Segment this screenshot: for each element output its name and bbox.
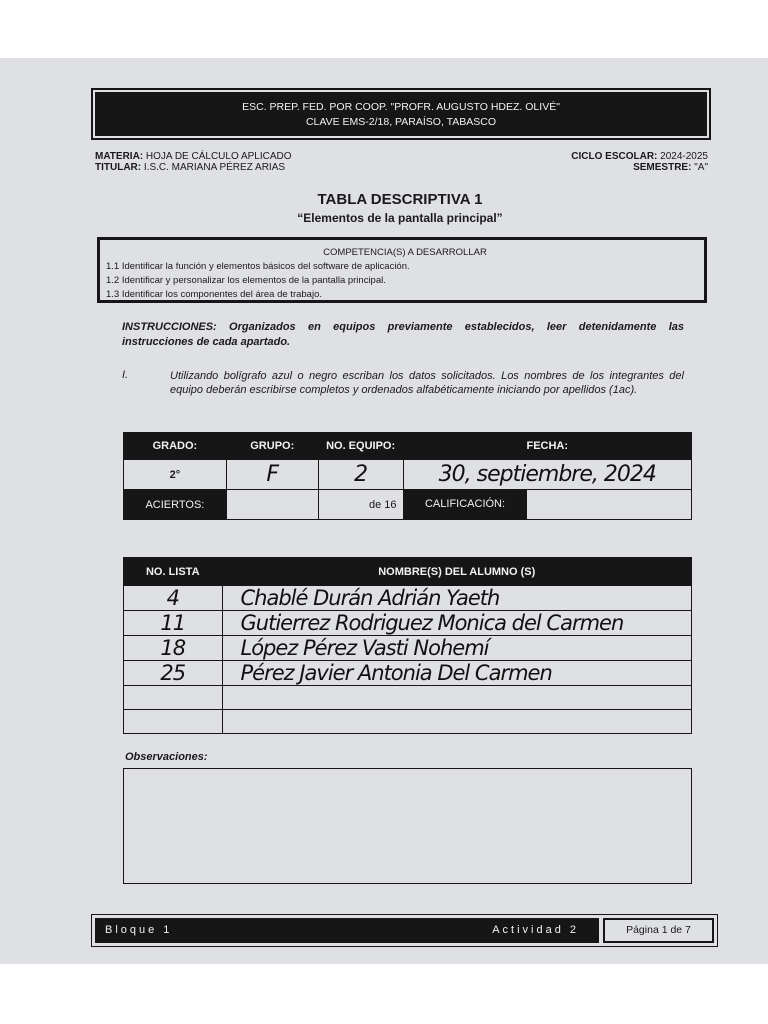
competencia-item: 1.1 Identificar la función y elementos básicos del software de aplicación. (106, 261, 410, 272)
footer-actividad: Actividad 2 (492, 924, 579, 936)
footer-page-number: Página 1 de 7 (603, 918, 714, 943)
list-number[interactable] (124, 710, 223, 734)
ciclo-label: CICLO ESCOLAR: (571, 151, 658, 162)
competencias-title: COMPETENCIA(S) A DESARROLLAR (323, 247, 487, 258)
competencia-item: 1.2 Identificar y personalizar los elementos de la pantalla principal. (106, 275, 386, 286)
footer-bloque: Bloque 1 (105, 924, 173, 936)
student-name[interactable]: López Pérez Vasti Nohemí (240, 636, 489, 660)
titular-value: I.S.C. MARIANA PÉREZ ARIAS (143, 162, 286, 173)
school-header (95, 92, 707, 136)
school-name: ESC. PREP. FED. POR COOP. "PROFR. AUGUSTO HDEZ. OLIVÉ" (242, 101, 560, 113)
document-subtitle: “Elementos de la pantalla principal” (297, 211, 503, 225)
list-number[interactable] (124, 686, 223, 710)
grado-header: GRADO: (124, 433, 227, 460)
student-name[interactable]: Gutierrez Rodriguez Monica del Carmen (240, 611, 624, 635)
table-row (124, 611, 692, 636)
grupo-value[interactable]: F (266, 462, 279, 487)
ciclo-value: 2024-2025 (660, 151, 708, 162)
materia-value: HOJA DE CÁLCULO APLICADO (145, 151, 292, 162)
materia-label: MATERIA: (95, 151, 144, 162)
table-row (124, 661, 692, 686)
titular-label: TITULAR: (95, 162, 142, 173)
student-name[interactable]: Pérez Javier Antonia Del Carmen (240, 661, 552, 685)
aciertos-total: de 16 (318, 490, 403, 520)
student-name[interactable]: Chablé Durán Adrián Yaeth (240, 586, 500, 610)
semestre-label: SEMESTRE: (633, 162, 692, 173)
table-row (124, 586, 692, 611)
list-number[interactable]: 11 (160, 611, 186, 635)
item-text: Utilizando bolígrafo azul o negro escriban los datos solicitados. Los nombres de los integrantes del equipo deberán escribirse completos y ordenados alfabéticamente iniciando por apellidos (1ac). (170, 370, 684, 396)
student-name[interactable] (222, 710, 692, 734)
school-key: CLAVE EMS-2/18, PARAÍSO, TABASCO (305, 116, 497, 128)
grado-value[interactable]: 2° (124, 460, 227, 490)
students-table (123, 557, 692, 734)
fecha-header: FECHA: (403, 433, 691, 460)
equipo-header: NO. EQUIPO: (318, 433, 403, 460)
item-number: I. (122, 369, 129, 381)
nombre-header: NOMBRE(S) DEL ALUMNO (S) (222, 558, 692, 586)
team-data-table (123, 432, 692, 520)
calificacion-label: CALIFICACIÓN: (404, 490, 527, 519)
grupo-header: GRUPO: (226, 433, 318, 460)
observaciones-label: Observaciones: (125, 751, 208, 763)
page-footer (91, 914, 718, 947)
competencias-box (97, 237, 707, 303)
equipo-value[interactable]: 2 (354, 462, 368, 487)
course-meta (95, 151, 292, 173)
list-number[interactable]: 18 (160, 636, 186, 660)
fecha-value[interactable]: 30, septiembre, 2024 (438, 462, 656, 487)
student-name[interactable] (222, 686, 692, 710)
cycle-meta (571, 151, 708, 173)
table-row (124, 636, 692, 661)
semestre-value: "A" (694, 162, 708, 173)
aciertos-value[interactable] (226, 490, 318, 520)
table-row (124, 710, 692, 734)
lista-header: NO. LISTA (124, 558, 223, 586)
observaciones-box[interactable] (123, 768, 692, 884)
aciertos-label: ACIERTOS: (124, 490, 227, 520)
list-number[interactable]: 4 (166, 586, 179, 610)
calificacion-cell (403, 490, 691, 520)
table-row (124, 686, 692, 710)
competencia-item: 1.3 Identificar los componentes del área de trabajo. (106, 289, 322, 300)
footer-bar (95, 918, 599, 943)
instructions: INSTRUCCIONES: Organizados en equipos previamente establecidos, leer detenidamente las instrucciones de cada apartado. (122, 321, 684, 348)
document-title: TABLA DESCRIPTIVA 1 (317, 191, 483, 208)
list-number[interactable]: 25 (160, 661, 186, 685)
